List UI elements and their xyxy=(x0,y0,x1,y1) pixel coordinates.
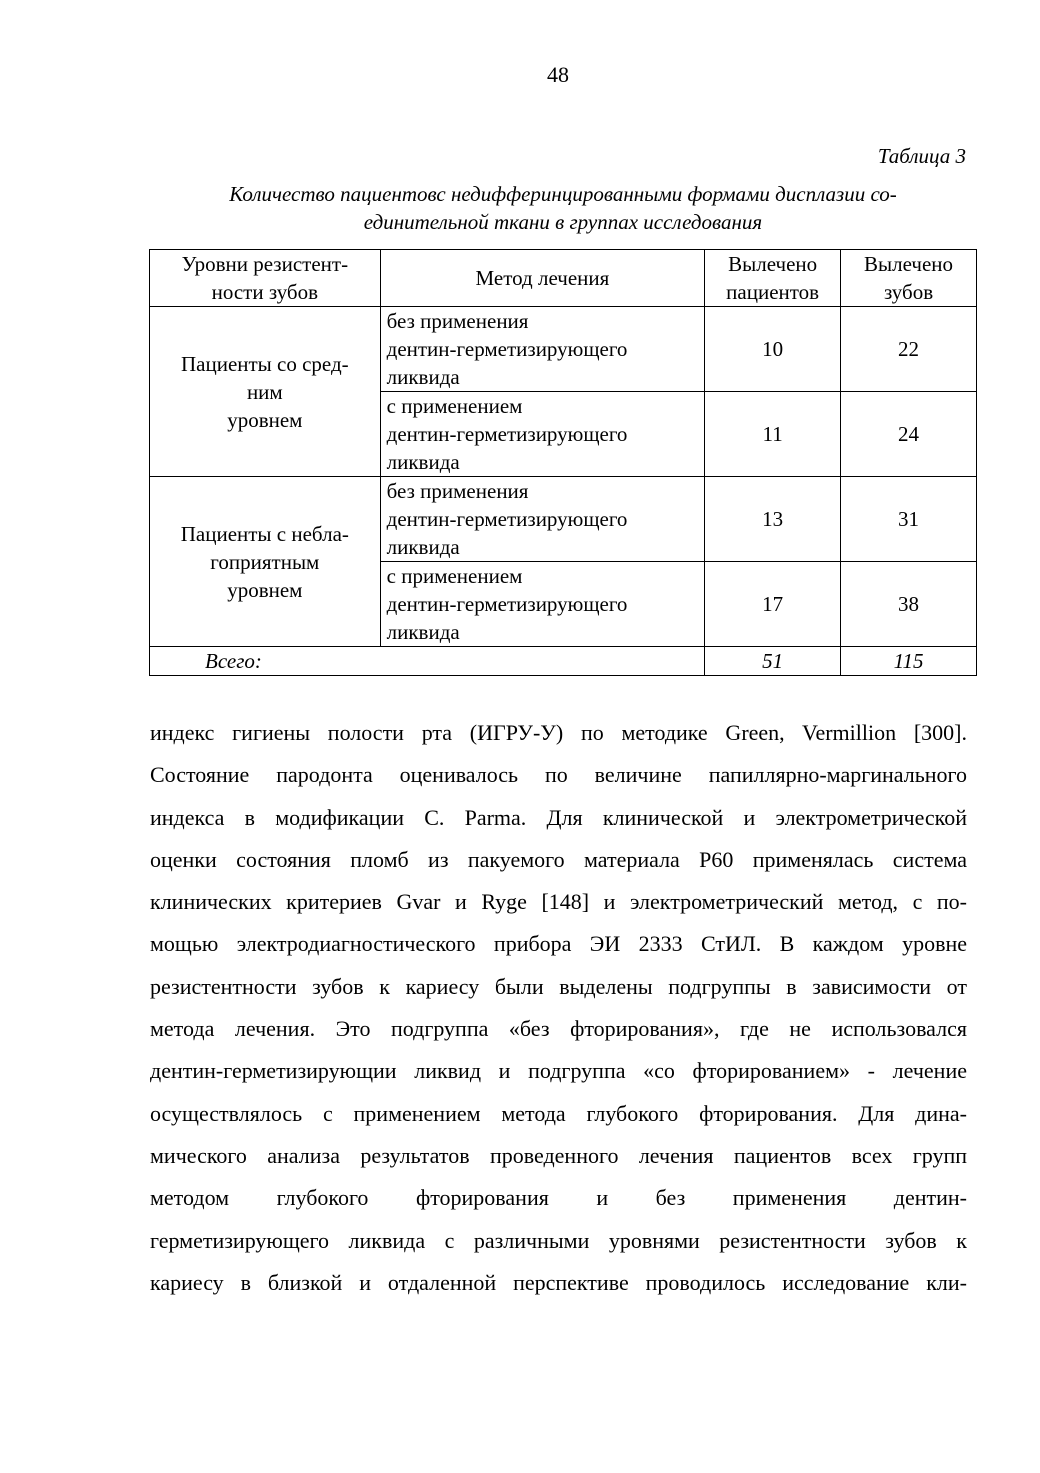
header-patients-line: Вылечено xyxy=(728,252,818,276)
method-cell xyxy=(380,477,705,562)
teeth-cell: 22 xyxy=(841,307,977,392)
table-caption-line: Количество пациентовс недифферинцированными формами дисплазии со- xyxy=(229,182,897,206)
body-line: мощью электродиагностического прибора ЭИ 2333 СтИЛ. В каждом уровне xyxy=(150,931,967,957)
header-level xyxy=(150,250,381,307)
body-line: резистентности зубов к кариесу были выделены подгруппы в зависимости от xyxy=(150,973,967,999)
body-line: Состояние пародонта оценивалось по величине папиллярно-маргинального xyxy=(150,762,967,788)
body-line: метода лечения. Это подгруппа «без фторирования», где не использовался xyxy=(150,1016,967,1042)
table-caption-line: единительной ткани в группах исследования xyxy=(363,210,763,234)
method-line: ликвида xyxy=(386,620,460,644)
method-line: дентин-герметизирующего xyxy=(386,337,628,361)
teeth-cell: 31 xyxy=(841,477,977,562)
level-line: уровнем xyxy=(227,407,303,432)
total-label: Всего: xyxy=(150,647,705,676)
header-teeth-line: зубов xyxy=(883,280,934,304)
level-line: уровнем xyxy=(227,577,303,602)
method-line: ликвида xyxy=(386,535,460,559)
method-line: без применения xyxy=(386,479,529,503)
table-caption xyxy=(150,180,976,236)
header-level-line: ности зубов xyxy=(211,280,319,304)
method-line: с применением xyxy=(386,564,523,588)
total-patients: 51 xyxy=(705,647,841,676)
header-teeth-line: Вылечено xyxy=(864,252,954,276)
body-text xyxy=(150,712,967,1304)
method-line: ликвида xyxy=(386,365,460,389)
table-row xyxy=(150,477,977,562)
method-line: без применения xyxy=(386,309,529,333)
body-line: методом глубокого фторирования и без применения дентин- xyxy=(150,1185,967,1211)
level-cell xyxy=(150,477,381,647)
body-line: клинических критериев Gvar и Ryge [148] и электрометрический метод, с по- xyxy=(150,889,967,915)
level-line: Пациенты с небла- xyxy=(180,521,349,546)
table-label: Таблица 3 xyxy=(877,144,966,168)
level-line: ним xyxy=(246,379,283,404)
header-patients-line: пациентов xyxy=(726,280,820,304)
body-line: оценки состояния пломб из пакуемого материала Р60 применялась система xyxy=(150,846,967,872)
teeth-cell: 38 xyxy=(841,562,977,647)
method-cell xyxy=(380,562,705,647)
patients-cell: 10 xyxy=(705,307,841,392)
method-cell xyxy=(380,392,705,477)
level-line: Пациенты со сред- xyxy=(180,351,349,376)
body-line: индекс гигиены полости рта (ИГРУ-У) по методике Green, Vermillion [300]. xyxy=(150,720,967,745)
body-line: герметизирующего ликвида с различными уровнями резистентности зубов к xyxy=(150,1227,967,1253)
level-line: гоприятным xyxy=(210,549,320,574)
method-line: с применением xyxy=(386,394,523,418)
method-line: дентин-герметизирующего xyxy=(386,592,628,616)
method-line: ликвида xyxy=(386,450,460,474)
header-patients xyxy=(705,250,841,307)
body-line: кариесу в близкой и отдаленной перспективе проводилось исследование кли- xyxy=(150,1269,967,1295)
patients-cell: 13 xyxy=(705,477,841,562)
patients-cell: 11 xyxy=(705,392,841,477)
method-line: дентин-герметизирующего xyxy=(386,507,628,531)
total-teeth: 115 xyxy=(841,647,977,676)
teeth-cell: 24 xyxy=(841,392,977,477)
method-line: дентин-герметизирующего xyxy=(386,422,628,446)
table-row xyxy=(150,307,977,392)
body-line: индекса в модификации С. Parma. Для клинической и электрометрической xyxy=(150,804,967,830)
header-method: Метод лечения xyxy=(380,250,705,307)
table-header-row xyxy=(150,250,977,307)
method-cell xyxy=(380,307,705,392)
body-line: дентин-герметизирующии ликвид и подгруппа «со фторированием» - лечение xyxy=(150,1058,967,1084)
patients-cell: 17 xyxy=(705,562,841,647)
level-cell xyxy=(150,307,381,477)
header-teeth xyxy=(841,250,977,307)
results-table xyxy=(149,249,977,676)
header-level-line: Уровни резистент- xyxy=(181,252,349,276)
table-total-row xyxy=(150,647,977,676)
body-line: мического анализа результатов проведенного лечения пациентов всех групп xyxy=(150,1142,967,1168)
body-line: осуществлялось с применением метода глубокого фторирования. Для дина- xyxy=(150,1100,967,1126)
page-number: 48 xyxy=(547,62,569,87)
